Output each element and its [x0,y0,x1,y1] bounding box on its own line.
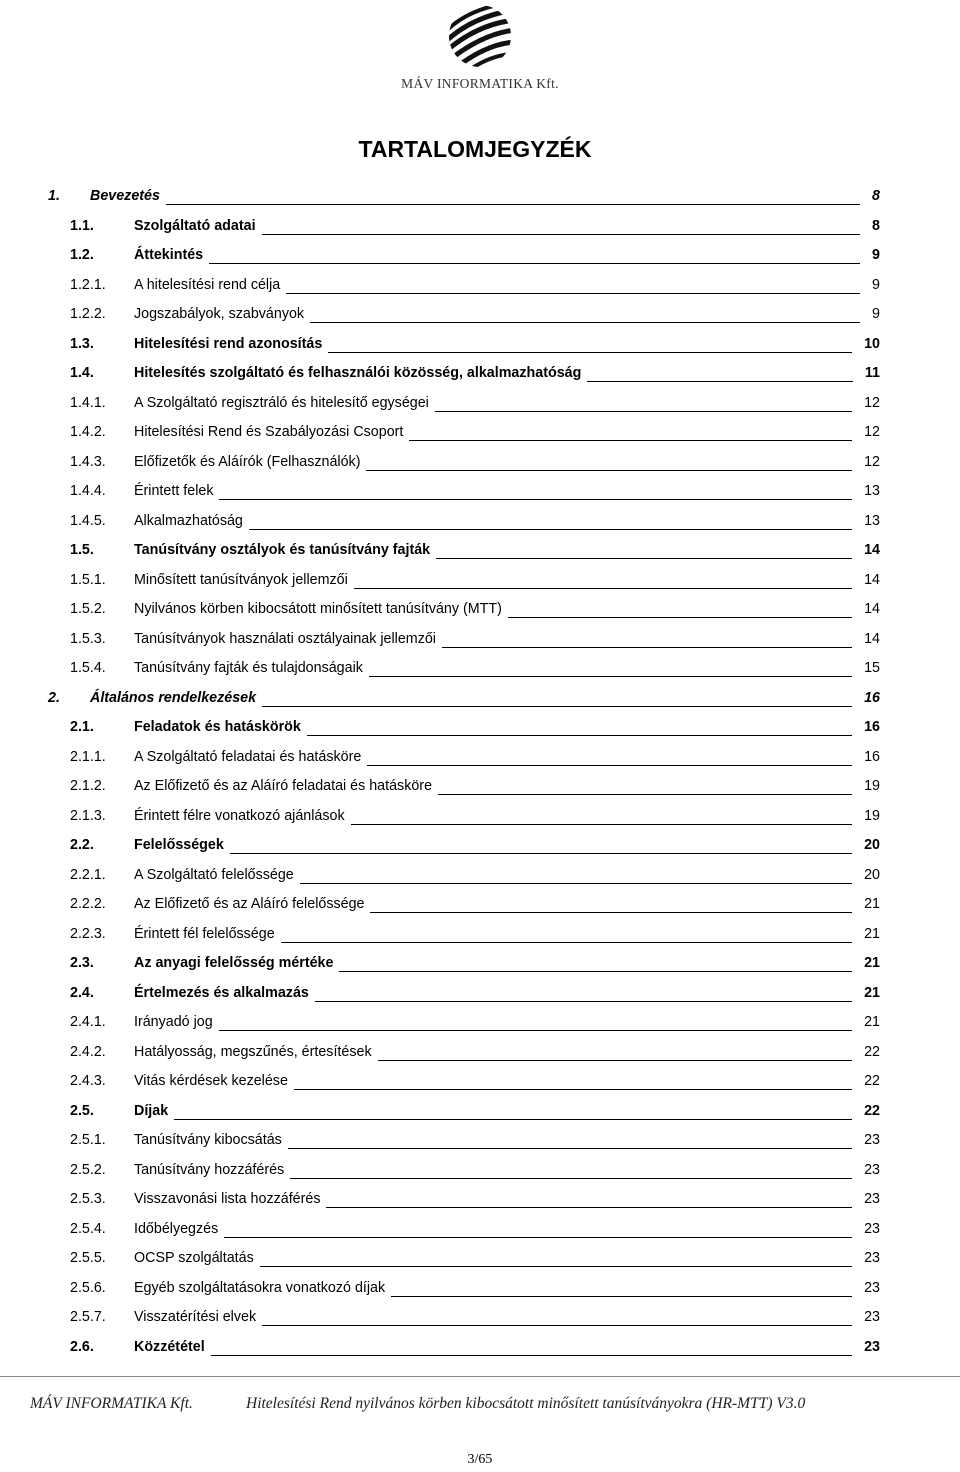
toc-entry-label: A Szolgáltató feladatai és hatásköre [134,748,362,765]
toc-entry-label: Nyilvános körben kibocsátott minősített tanúsítvány (MTT) [134,601,502,617]
toc-leader-line [508,617,852,618]
toc-entry[interactable] [0,1042,960,1064]
toc-entry-label: OCSP szolgáltatás [134,1250,254,1266]
toc-entry-number: 1.2.1. [70,276,106,293]
toc-entry-page: 23 [864,1279,880,1296]
toc-entry-label: Díjak [134,1102,169,1119]
toc-leader-line [219,1030,852,1031]
toc-entry[interactable] [0,924,960,946]
toc-entry-page: 21 [864,1014,880,1030]
toc-leader-line [315,1001,852,1002]
toc-entry-number: 2.5.5. [70,1250,106,1266]
toc-entry-number: 1.4.5. [70,512,106,529]
toc-entry-label: Vitás kérdések kezelése [134,1073,288,1089]
toc-entry-number: 1.5. [70,542,94,558]
toc-leader-line [209,263,860,264]
toc-leader-line [260,1266,852,1267]
toc-entry[interactable] [0,717,960,739]
toc-entry-page: 15 [864,660,880,676]
toc-entry[interactable] [0,393,960,415]
toc-entry-number: 1.2. [70,247,94,263]
footer-divider [0,1376,960,1377]
page-number: 3/65 [467,1452,493,1467]
toc-entry[interactable] [0,688,960,710]
toc-entry-page: 14 [864,571,880,588]
toc-entry-page: 9 [872,247,880,263]
toc-entry[interactable] [0,304,960,326]
toc-leader-line [369,676,852,677]
toc-entry[interactable] [0,1071,960,1093]
toc-entry-label: Tanúsítvány kibocsátás [134,1132,282,1148]
toc-entry-number: 2. [48,689,60,706]
toc-entry[interactable] [0,1337,960,1359]
toc-entry-page: 9 [872,306,880,322]
toc-entry-label: Az Előfizető és az Aláíró feladatai és hatásköre [134,778,433,794]
toc-leader-line [326,1207,852,1208]
toc-entry[interactable] [0,186,960,208]
toc-entry-number: 1.4.3. [70,453,106,470]
toc-entry-label: Érintett fél felelőssége [134,925,275,942]
toc-entry-label: A hitelesítési rend célja [134,276,281,293]
toc-entry-page: 20 [864,837,880,853]
toc-entry-number: 2.5.2. [70,1161,106,1178]
toc-leader-line [300,883,852,884]
toc-entry-number: 1.2.2. [70,306,106,322]
toc-entry-label: Minősített tanúsítványok jellemzői [134,571,348,588]
toc-entry[interactable] [0,363,960,385]
toc-entry[interactable] [0,1248,960,1270]
toc-entry-number: 1.5.2. [70,601,106,617]
header-logo [0,0,960,110]
toc-entry-number: 2.2.2. [70,896,106,912]
toc-entry-number: 1.4.4. [70,483,106,499]
toc-entry-label: Érintett félre vonatkozó ajánlások [134,807,345,824]
toc-entry-page: 8 [872,188,880,204]
toc-entry[interactable] [0,540,960,562]
toc-entry-number: 2.5.3. [70,1191,106,1207]
toc-entry-label: Bevezetés [90,188,160,204]
toc-entry-page: 23 [864,1161,880,1178]
toc-entry-label: Értelmezés és alkalmazás [134,984,309,1001]
footer-document-title: Hitelesítési Rend nyilvános körben kibocsátott minősített tanúsítványokra (HR-MTT) V3.0 [246,1395,806,1412]
toc-leader-line [174,1119,852,1120]
toc-entry-number: 2.3. [70,955,94,971]
toc-leader-line [262,706,852,707]
toc-entry-number: 2.5. [70,1102,94,1119]
toc-entry-page: 23 [864,1132,880,1148]
toc-entry-number: 2.4.3. [70,1073,106,1089]
toc-entry-number: 1.3. [70,335,94,352]
toc-entry-label: Hitelesítési rend azonosítás [134,335,323,352]
toc-leader-line [367,765,852,766]
logo-company-name: MÁV INFORMATIKA Kft. [401,76,559,91]
toc-entry-label: Időbélyegzés [134,1220,219,1237]
toc-leader-line [438,794,852,795]
toc-entry-page: 12 [864,453,880,470]
toc-entry-label: Az Előfizető és az Aláíró felelőssége [134,896,365,912]
toc-entry-page: 14 [864,630,880,647]
toc-entry-label: Tanúsítvány hozzáférés [134,1161,285,1178]
toc-entry-label: Érintett felek [134,483,214,499]
toc-entry[interactable] [0,481,960,503]
toc-entry-number: 2.4. [70,984,94,1001]
toc-entry-label: Tanúsítványok használati osztályainak jellemzői [134,630,436,647]
toc-entry[interactable] [0,865,960,887]
toc-entry[interactable] [0,629,960,651]
toc-leader-line [166,204,860,205]
toc-leader-line [310,322,860,323]
toc-entry-page: 22 [864,1073,880,1089]
toc-leader-line [436,558,852,559]
toc-leader-line [378,1060,852,1061]
toc-entry-page: 14 [864,542,880,558]
toc-entry-number: 2.1. [70,719,94,735]
toc-entry-page: 13 [864,512,880,529]
toc-entry-label: Tanúsítvány osztályok és tanúsítvány fajták [134,542,431,558]
toc-leader-line [339,971,852,972]
toc-entry-label: Szolgáltató adatai [134,217,256,234]
toc-entry-page: 23 [864,1338,880,1355]
toc-entry-page: 19 [864,778,880,794]
toc-entry[interactable] [0,953,960,975]
toc-leader-line [230,853,852,854]
toc-leader-line [307,735,852,736]
toc-entry-label: Feladatok és hatáskörök [134,719,301,735]
toc-entry-number: 1.5.3. [70,630,106,647]
toc-entry[interactable] [0,806,960,828]
toc-entry-label: Egyéb szolgáltatásokra vonatkozó díjak [134,1279,386,1296]
toc-entry-number: 2.2.3. [70,925,106,942]
toc-entry[interactable] [0,658,960,680]
toc-leader-line [370,912,852,913]
toc-entry-label: Visszatérítési elvek [134,1309,257,1325]
toc-entry[interactable] [0,1278,960,1300]
toc-entry[interactable] [0,1130,960,1152]
toc-entry[interactable] [0,1219,960,1241]
toc-leader-line [351,824,852,825]
toc-entry-label: Előfizetők és Aláírók (Felhasználók) [134,453,361,470]
toc-entry-number: 1.4.2. [70,424,106,440]
toc-entry-number: 2.5.1. [70,1132,106,1148]
toc-entry[interactable] [0,511,960,533]
toc-entry-number: 2.1.2. [70,778,106,794]
toc-entry-label: A Szolgáltató felelőssége [134,866,294,883]
toc-entry[interactable] [0,894,960,916]
toc-entry-number: 1.5.1. [70,571,106,588]
toc-entry-page: 21 [864,925,880,942]
toc-entry[interactable] [0,275,960,297]
toc-entry-number: 2.6. [70,1338,94,1355]
toc-leader-line [281,942,852,943]
toc-entry[interactable] [0,422,960,444]
toc-entry-number: 2.5.7. [70,1309,106,1325]
toc-entry-number: 1.5.4. [70,660,106,676]
toc-entry-page: 21 [864,955,880,971]
toc-entry-number: 2.5.4. [70,1220,106,1237]
toc-entry[interactable] [0,245,960,267]
toc-entry-number: 1. [48,188,60,204]
toc-leader-line [286,293,860,294]
toc-leader-line [219,499,852,500]
toc-entry-number: 1.4. [70,365,94,381]
toc-entry[interactable] [0,1160,960,1182]
toc-entry[interactable] [0,776,960,798]
toc-entry-page: 11 [864,365,880,381]
toc-entry[interactable] [0,1189,960,1211]
toc-entry-page: 22 [864,1102,880,1119]
toc-entry-number: 1.1. [70,217,94,234]
toc-entry-label: Tanúsítvány fajták és tulajdonságaik [134,660,363,676]
toc-leader-line [328,352,852,353]
toc-entry-page: 21 [864,896,880,912]
toc-entry-page: 19 [864,807,880,824]
toc-entry-page: 23 [864,1191,880,1207]
toc-entry-label: Hatályosság, megszűnés, értesítések [134,1043,372,1060]
toc-entry-label: Közzététel [134,1338,205,1355]
globe-logo-icon [443,2,517,72]
toc-leader-line [262,234,860,235]
toc-entry-label: Általános rendelkezések [90,689,257,706]
toc-entry[interactable] [0,835,960,857]
toc-leader-line [354,588,852,589]
toc-leader-line [409,440,852,441]
toc-leader-line [366,470,852,471]
toc-entry-label: Felelősségek [134,837,224,853]
toc-entry-label: Irányadó jog [134,1014,213,1030]
toc-entry-label: Alkalmazhatóság [134,512,243,529]
toc-entry-page: 12 [864,394,880,411]
toc-entry-page: 23 [864,1250,880,1266]
toc-entry-number: 2.4.1. [70,1014,106,1030]
toc-entry[interactable] [0,599,960,621]
toc-leader-line [224,1237,852,1238]
toc-entry[interactable] [0,452,960,474]
toc-entry-page: 8 [872,217,880,234]
footer-company: MÁV INFORMATIKA Kft. [30,1395,193,1412]
toc-entry-page: 22 [864,1043,880,1060]
toc-entry-label: A Szolgáltató regisztráló és hitelesítő egységei [134,394,429,411]
toc-entry-number: 1.4.1. [70,394,106,411]
toc-leader-line [391,1296,852,1297]
page-title: TARTALOMJEGYZÉK [358,136,592,162]
toc-entry[interactable] [0,570,960,592]
toc-leader-line [587,381,853,382]
toc-entry[interactable] [0,1012,960,1034]
toc-entry-page: 9 [872,276,880,293]
toc-entry-page: 20 [864,866,880,883]
toc-entry-page: 14 [864,601,880,617]
toc-entry-label: Jogszabályok, szabványok [134,306,305,322]
toc-entry-number: 2.2. [70,837,94,853]
toc-entry-label: Hitelesítés szolgáltató és felhasználói közösség, alkalmazhatóság [134,365,582,381]
toc-entry-number: 2.1.3. [70,807,106,824]
toc-leader-line [442,647,852,648]
toc-leader-line [249,529,852,530]
toc-entry-label: Visszavonási lista hozzáférés [134,1191,321,1207]
toc-leader-line [290,1178,852,1179]
toc-entry-label: Hitelesítési Rend és Szabályozási Csoport [134,424,404,440]
toc-leader-line [294,1089,852,1090]
toc-entry[interactable] [0,1307,960,1329]
toc-entry-label: Az anyagi felelősség mértéke [134,955,334,971]
toc-entry-number: 2.4.2. [70,1043,106,1060]
toc-entry[interactable] [0,747,960,769]
toc-entry-page: 13 [864,483,880,499]
toc-entry[interactable] [0,216,960,238]
toc-entry-page: 16 [864,719,880,735]
toc-entry[interactable] [0,983,960,1005]
toc-entry-page: 23 [864,1309,880,1325]
toc-entry-number: 2.2.1. [70,866,106,883]
toc-entry-page: 16 [864,748,880,765]
toc-entry-number: 2.5.6. [70,1279,106,1296]
toc-entry[interactable] [0,1101,960,1123]
toc-entry-page: 16 [864,689,880,706]
toc-entry-label: Áttekintés [134,247,204,263]
toc-entry-page: 21 [864,984,880,1001]
toc-entry-page: 23 [864,1220,880,1237]
toc-leader-line [435,411,852,412]
toc-entry[interactable] [0,334,960,356]
toc-leader-line [262,1325,852,1326]
toc-leader-line [288,1148,852,1149]
toc-entry-page: 12 [864,424,880,440]
toc-entry-page: 10 [864,335,880,352]
toc-entry-number: 2.1.1. [70,748,106,765]
toc-leader-line [211,1355,852,1356]
